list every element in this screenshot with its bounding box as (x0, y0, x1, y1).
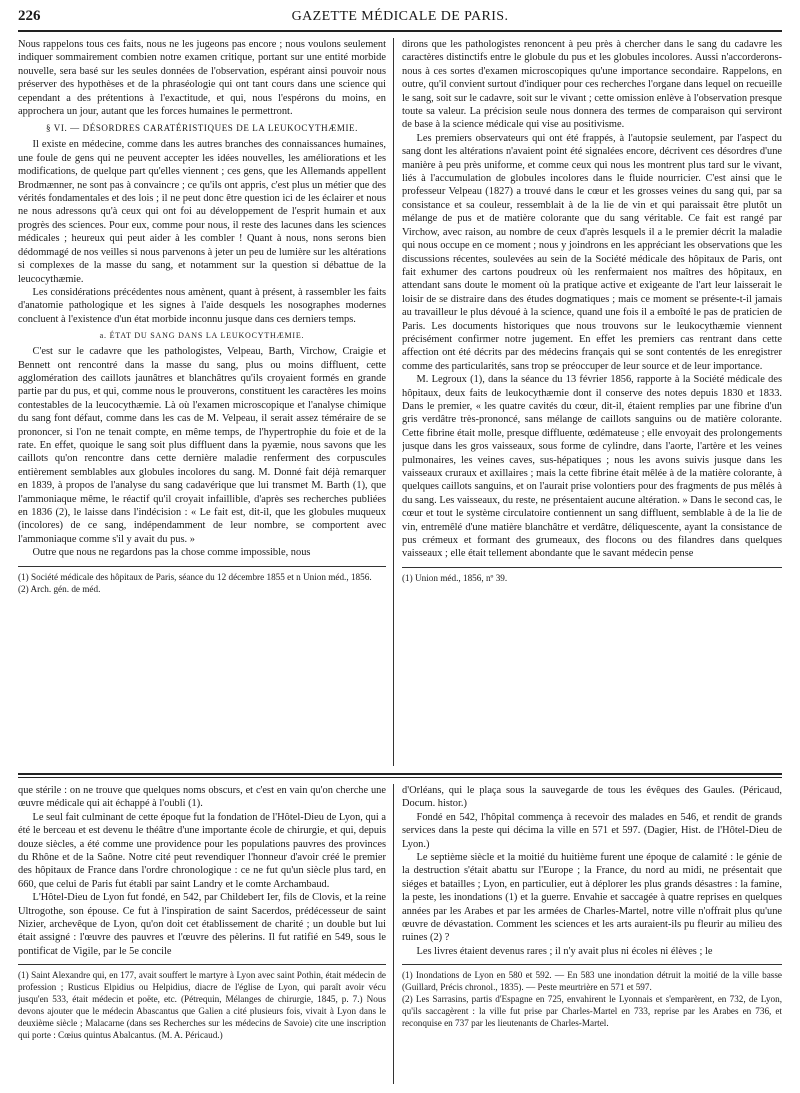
journal-title: GAZETTE MÉDICALE DE PARIS. (291, 9, 509, 24)
paragraph: M. Legroux (1), dans la séance du 13 février 1856, rapporte à la Société médicale des hôpitaux, deux faits de leukocythæmie dont il conserve des notes depuis 1830 et 1833. Dans le premier, « les quatre cavités du cœur, dit-il, étaient remplies par une fibrine d'un gris verdâtre très-prononcé, sans mélange de caillots sanguins ou de matière colorante. Cette fibrine était molle, presque diffluente, œdémateuse ; elle envoyait des prolongements jusque dans les gros vaisseaux, sous forme de cylindre, dans l'aorte, l'artère et les veines pulmonaires, les veines caves, sus-hépatiques ; nous les avons suivis jusque dans les vaisseaux cruraux et axillaires ; mais la cette fibrine était mêlée à de la matière colorante, à quelques caillots sanguins, et on l'aurait prise volontiers pour des fragments de pus mêlés à du sang. Les vaisseaux, du reste, ne présentaient aucune altération. » Dans le second cas, le cœur et tout le système circulatoire contiennent un sang diffluent, semblable à de la lie de vin, entremêlé d'une matière blanchâtre et verdâtre, déliquescente, ayant la consistance de pus crémeux et formant des grumeaux, des flocons ou des filandres dans quelques vaisseaux ; elle était tellement abondante que le savant médecin pense (402, 374, 782, 560)
paragraph: Le seul fait culminant de cette époque fut la fondation de l'Hôtel-Dieu de Lyon, qui a été le berceau et est devenu le théâtre d'une importante école de chirurgie, et qui, depuis douze siècles, a été comme une providence pour les populations pauvres des provinces du Rhône et de la Saône. Notre cité peut revendiquer l'honneur d'avoir créé le premier des hôpitaux de France dans l'ordre chronologique : ce ne fut qu'un siècle plus tard, en 660, que celui de Paris fut établi par saint Landry et le comte Archambaud. (18, 811, 386, 890)
column-divider (393, 38, 394, 766)
newspaper-page (18, 6, 782, 1086)
footnote: (2) Les Sarrasins, partis d'Espagne en 725, envahirent le Lyonnais et s'emparèrent, en 732, de Lyon, qu'ils saccagèrent : la ville fut prise par Charles-Martel en 733, reprise par les Arabes en 736, et reconquise en 737 par les lieutenants de Charles-Martel. (402, 994, 782, 1029)
footnote-divider (18, 964, 386, 965)
paragraph: dirons que les pathologistes renoncent à peu près à chercher dans le sang du cadavre les caractères distinctifs entre le globule du pus et les globules incolores. Aussi n'accorderons-nous à ces sortes d'examen microscopiques qu'une importance secondaire. Rappelons, en outre, qu'il convient surtout d'indiquer pour ces recherches l'organe dans lequel on recueille le sang, soit sur le cadavre, soit sur le vivant ; cette omission enlève à l'observation presque toute sa valeur. La précision seule nous donnera des termes de comparaison qui serviront de base à la science médicale qui vise au positivisme. (402, 39, 782, 131)
section-heading: § VI. — DÉSORDRES CARATÉRISTIQUES DE LA LEUKOCYTHÆMIE. (46, 123, 358, 134)
paragraph: Les premiers observateurs qui ont été frappés, à l'autopsie seulement, par l'aspect du sang dont les altérations n'avaient point été signalées encore, décrivent ces désordres d'une manière à peu près uniforme, et comme ceux qui nous les montrent plus tard sur le vivant, liés à l'accumulation de globules incolores dans le fluide nourricier. C'est ainsi que le professeur Velpeau (1827) a trouvé dans le cœur et les grosses veines du sang qui, par sa consistance et sa couleur, ressemblait à de la lie de vin et qui paraissait être plutôt un mélange de pus et de matière colorante que du sang véritable. Ce fait est rangé par Virchow, avec raison, au nombre de ceux d'après lesquels il a le premier décrit la maladie qui nous occupe en ce moment ; nous y joindrons en les appréciant les observations que les discussions récentes, soulevées au sein de la Société médicale des hôpitaux de Paris, ont fait exhumer des cartons poudreux où les renfermaient nos maîtres des hôpitaux, en attendant sans doute le moment où la pratique active et exigeante de l'art leur laisserait le loisir de se distraire dans des études dogmatiques ; mais ce moment se présente-t-il jamais au travailleur le plus dévoué à la science, quand une fois il a emboîté le pas de praticien de Paris. Les documents historiques que nous trouvons sur le leukocythæmie viennent précisément confirmer notre jugement. En effet les premiers cas rentrant dans cette affection ont été décrits par des médecins français qui se sont contentés de les enregistrer comme des particularités, sans trop se préoccuper de leur source et de leur importance. (402, 132, 782, 372)
page-header (18, 6, 782, 32)
footnote: (1) Union méd., 1856, nº 39. (402, 572, 508, 583)
footnote: (2) Arch. gén. de méd. (18, 583, 101, 594)
paragraph: Le septième siècle et la moitié du huitième furent une époque de calamité : le génie de la destruction s'était abattu sur l'Europe ; la France, du nord au midi, ne présentait que siéges et batailles ; Lyon, en particulier, eut à déplorer les plus grands désastres : la famine, la peste, les inondations (1) et la guerre. Envahie et saccagée à quatre reprises en quelques années par les Arabes et par les armées de Charles-Martel, notre ville n'offrait plus qu'une œuvre de dévastation. Comment les sciences et les arts auraient-ils pu fleurir au milieu des ruines (2) ? (402, 852, 782, 944)
paragraph: Outre que nous ne regardons pas la chose comme impossible, nous (32, 547, 311, 559)
feuilleton-rule (18, 777, 782, 778)
left-column (18, 38, 386, 766)
right-column (402, 38, 782, 766)
paragraph: Il existe en médecine, comme dans les autres branches des connaissances humaines, une foule de gens qui ne peuvent accepter les idées nouvelles, les améliorations et les modifications, de quelque part qu'elles viennent ; ces gens, que les Allemands appellent Brodmænner, ne sont pas à convaincre ; ce qu'ils ont appris, c'est plus un métier que des vérités fondamentales et des lois ; il ne peut donc être question ici de les éclairer et nous ne nous adressons qu'à ceux qui ont foi au développement de l'esprit humain et aux progrès des sciences. Pour eux, comme pour nous, il reste des lacunes dans les sciences médicales ; heureux qui peut aider à les combler ! Quant à nous, nons serons bien dédommagé de nos veilles si nous parvenons à jeter un peu de lumière sur les altérations si complexes de la masse du sang, et notamment sur la question si débattue de la leucocythæmie. (18, 139, 386, 285)
upper-article (18, 38, 782, 766)
feuilleton-left-column (18, 784, 386, 1084)
paragraph: que stérile : on ne trouve que quelques noms obscurs, et c'est en vain qu'on cherche une œuvre médicale qui ait échappé à l'oubli (1). (18, 785, 386, 810)
footnote-divider (402, 567, 782, 568)
footnote: (1) Inondations de Lyon en 580 et 592. — En 583 une inondation détruit la moitié de la ville basse (Guillard, Précis chronol., 1835). — Peste meurtrière en 571 et 597. (402, 970, 782, 993)
page-number: 226 (18, 8, 41, 24)
footnote: (1) Saint Alexandre qui, en 177, avait souffert le martyre à Lyon avec saint Pothin, était médecin de profession ; Rusticus Elpidius ou Helpidius, diacre de l'église de Lyon, qui paraît avoir vécu jusqu'en 533, était médecin et poëte, etc. (Pétrequin, Mélanges de chirurgie, 1845, p. 7.) Nous devons ajouter que le médecin Abascantus que Galien a cité plusieurs fois, vivait à Lyon dans le deuxième siècle ; Malacarne (dans ses Recherches sur les médecins de Savoie) cite une inscription qui porte : Cœius quintus Abalcantus. (M. A. Péricaud.) (18, 970, 386, 1041)
feuilleton (18, 784, 782, 1084)
feuilleton-right-column (402, 784, 782, 1084)
column-divider (393, 784, 394, 1084)
feuilleton-rule (18, 773, 782, 775)
footnote-divider (18, 566, 386, 567)
subsection-heading: a. ÉTAT DU SANG DANS LA LEUKOCYTHÆMIE. (99, 331, 305, 341)
paragraph: Fondé en 542, l'hôpital commença à recevoir des malades en 546, et rendit de grands services dans la peste qui décima la ville en 571 et 597. (Dagier, Hist. de l'Hôtel-Dieu de Lyon.) (402, 811, 782, 850)
footnote: (1) Société médicale des hôpitaux de Paris, séance du 12 décembre 1855 et n Union méd., 1856. (18, 571, 372, 582)
paragraph: Les livres étaient devenus rares ; il n'y avait plus ni écoles ni élèves ; le (416, 945, 713, 957)
paragraph: C'est sur le cadavre que les pathologistes, Velpeau, Barth, Virchow, Craigie et Bennett ont rencontré dans la masse du sang, plus ou moins diffluent, cette agglomération des caillots jaunâtres et blanchâtres qu'ils croyaient formés en grande partie par du pus, et qui, comme nous le prouverons, constituent les caractères les moins contestables de la leucocythæmie. Là où l'examen microscopique et l'analyse chimique du sang font défaut, comme dans les cas de M. Velpeau, il serait assez téméraire de se prononcer, si l'on ne tenait compte, en même temps, de l'hypertrophie du foie et de la rate. En effet, quoique le sang soit plus diffluent dans la pyæmie, nous savons que les caillots qu'on rencontre dans cette dernière maladie renferment des corpuscules entièrement semblables aux globules incolores du sang. M. Donné fait déjà remarquer en 1839, à propos de l'analyse du sang cadavérique que lui transmet M. Barth (1), que l'ammoniaque même, le réactif qu'il croyait infaillible, d'après ses recherches publiées en 1836 (2), le laisse dans l'indécision : « Le fait est, dit-il, que les globules muqueux (incolores) de ce sang, indépendamment de leur nombre, se comportent avec l'ammoniaque comme s'il y avait du pus. » (18, 346, 386, 545)
paragraph: Nous rappelons tous ces faits, nous ne les jugeons pas encore ; nous voulons seulement indiquer sommairement combien notre examen critique, portant sur une entité morbide nouvelle, sera basé sur les seules données de l'observation, espérant ainsi pouvoir nous préserver des hypothèses et de la phraséologie qui ont tant cours dans une science qui cependant a des prétentions à l'exactitude, et qui, nous l'espérons du moins, en approchera un jour, autant que les forces humaines le permettront. (18, 39, 386, 118)
paragraph: L'Hôtel-Dieu de Lyon fut fondé, en 542, par Childebert Ier, fils de Clovis, et la reine Ultrogothe, son épouse. Ce fut à l'inspiration de saint Sacerdos, prédécesseur de saint Nizier, archevêque de Lyon, qu'on doit cet établissement de charité ; un double but lui était assigné : l'œuvre des pauvres et l'œuvre des pèlerins. Il fut ratifié en 549, sous le pontificat de Vigile, par le 5e concile (18, 892, 386, 957)
paragraph: Les considérations précédentes nous amènent, quant à présent, à rassembler les faits d'anatomie pathologique et les signes à l'aide desquels les nosographes modernes concluent à l'existence d'un état morbide inconnu jusque dans ces derniers temps. (18, 286, 386, 325)
footnote-divider (402, 964, 782, 965)
paragraph: d'Orléans, qui le plaça sous la sauvegarde de tous les évêques des Gaules. (Péricaud, Docum. histor.) (402, 785, 782, 810)
